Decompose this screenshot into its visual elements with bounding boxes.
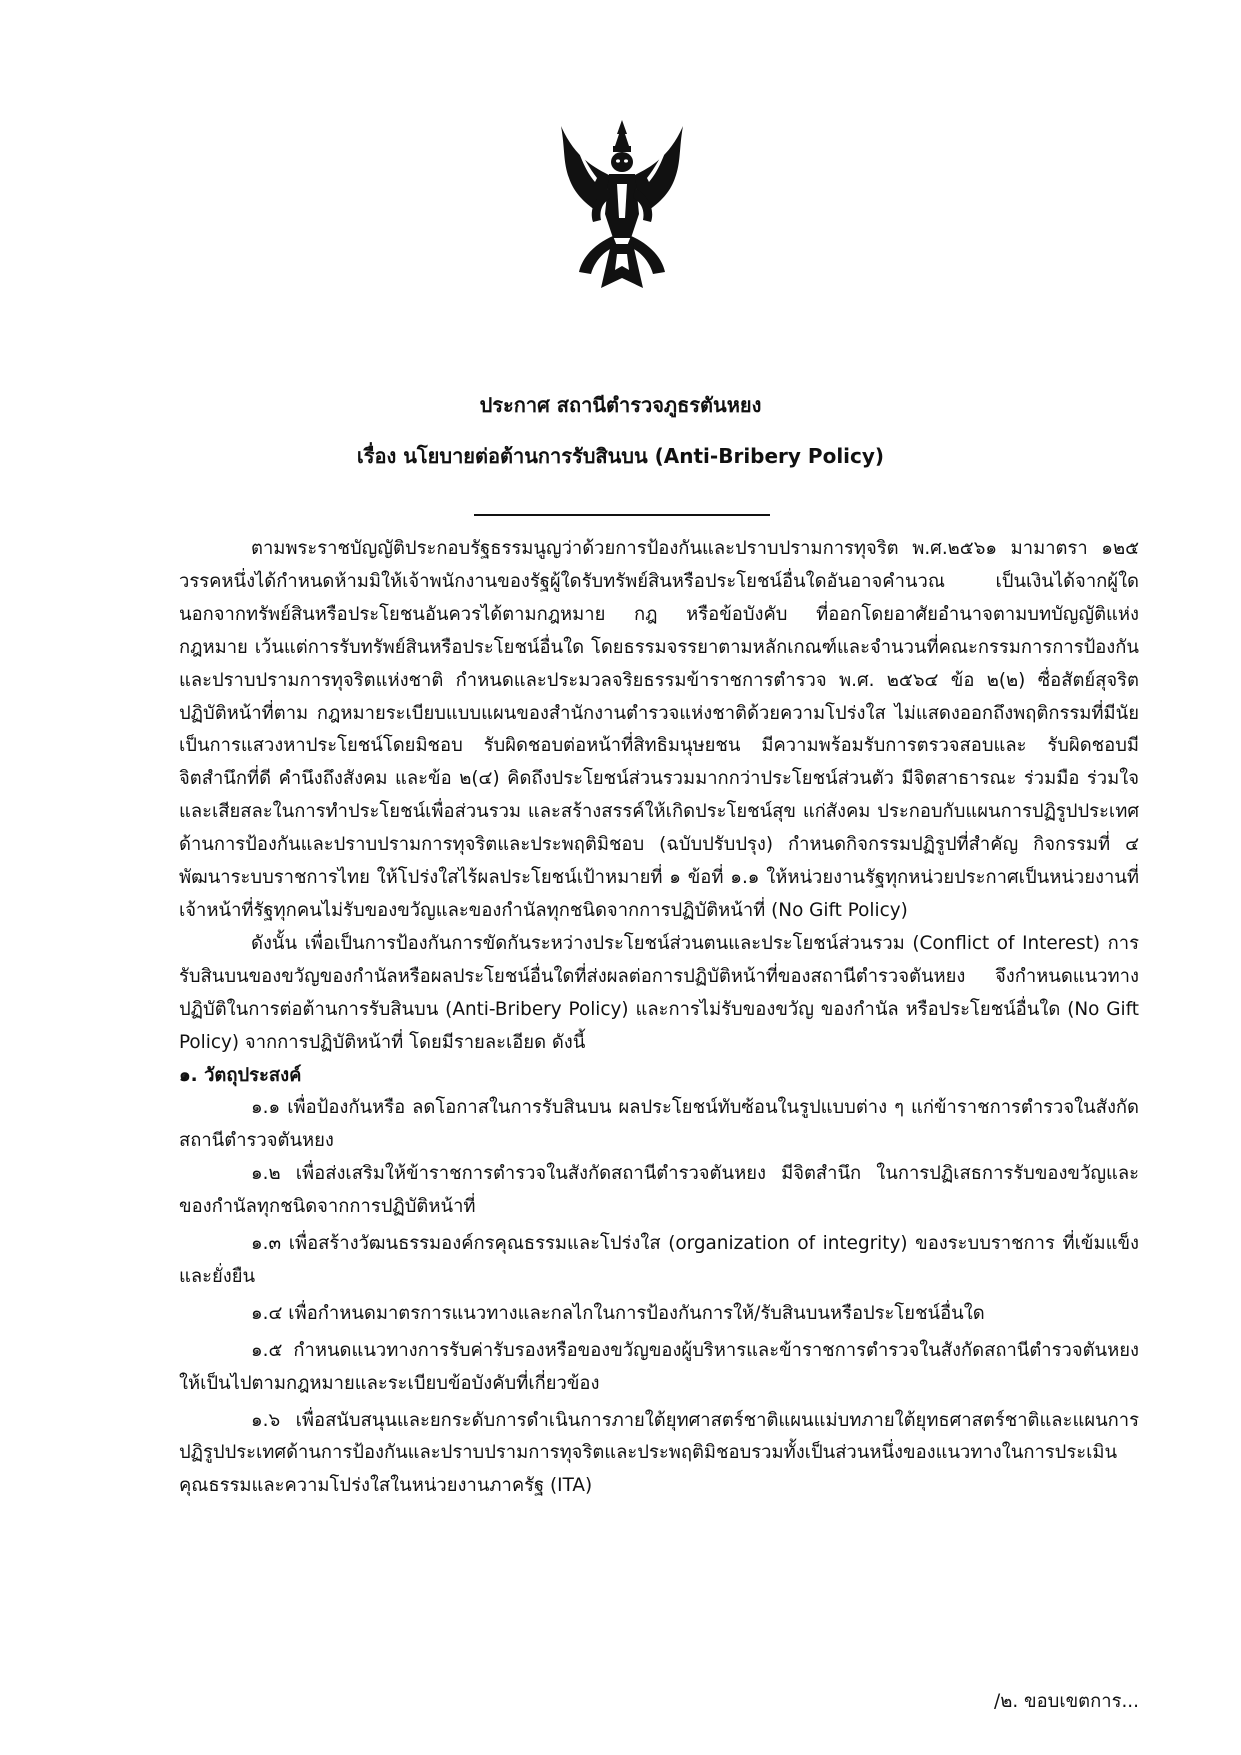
- announcement-subject: เรื่อง นโยบายต่อต้านการรับสินบน (Anti-Bribery Policy): [356, 444, 885, 468]
- announcement-title: ประกาศ สถานีตำรวจภูธรตันหยง: [479, 393, 762, 417]
- objective-item: ๑.๑ เพื่อป้องกันหรือ ลดโอกาสในการรับสินบน ผลประโยชน์ทับซ้อนในรูปแบบต่าง ๆ แก่ข้าราชการตำรวจในสังกัดสถานีตำรวจตันหยง: [179, 1097, 1139, 1152]
- objective-item: ๑.๕ กำหนดแนวทางการรับค่ารับรองหรือของขวัญของผู้บริหารและข้าราชการตำรวจในสังกัดสถานีตำรวจตันหยง ให้เป็นไปตามกฎหมายและระเบียบข้อบังคับที่เกี่ยวข้อง: [179, 1339, 1139, 1394]
- objective-item: ๑.๔ เพื่อกำหนดมาตรการแนวทางและกลไกในการป้องกันการให้/รับสินบนหรือประโยชน์อื่นใด: [251, 1302, 985, 1324]
- title-divider: [474, 514, 770, 516]
- therefore-paragraph: ดังนั้น เพื่อเป็นการป้องกันการขัดกันระหว่างประโยชน์ส่วนตนและประโยชน์ส่วนรวม (Conflict of Interest) การรับสินบนของขวัญของกำนัลหรือผลประโยชน์อื่นใดที่ส่งผลต่อการปฏิบัติหน้าที่ของสถานีตำรวจตันหยง จึงกำหนดแนวทางปฏิบัติในการต่อต้านการรับสินบน (Anti-Bribery Policy) และการไม่รับของขวัญ ของกำนัล หรือประโยชน์อื่นใด (No Gift Policy) จากการปฏิบัติหน้าที่ โดยมีรายละเอียด ดังนี้: [179, 932, 1139, 1053]
- objective-item: ๑.๖ เพื่อสนับสนุนและยกระดับการดำเนินการภายใต้ยุทศาสตร์ชาติแผนแม่บทภายใต้ยุทธศาสตร์ชาติและแผนการปฏิรูปประเทศด้านการป้องกันและปราบปรามการทุจริตและประพฤติมิชอบรวมทั้งเป็นส่วนหนึ่งของแนวทางในการประเมินคุณธรรมและความโปร่งใสในหน่วยงานภาครัฐ (ITA): [179, 1409, 1139, 1497]
- intro-paragraph: ตามพระราชบัญญัติประกอบรัฐธรรมนูญว่าด้วยการป้องกันและปราบปรามการทุจริต พ.ศ.๒๕๖๑ มามาตรา ๑๒๕ วรรคหนึ่งได้กำหนดห้ามมิให้เจ้าพนักงานของรัฐผู้ใดรับทรัพย์สินหรือประโยชน์อื่นใดอันอาจคำนวณ เป็นเงินได้จากผู้ใด นอกจากทรัพย์สินหรือประโยชนอันควรได้ตามกฎหมาย กฎ หรือข้อบังคับ ที่ออกโดยอาศัยอำนาจตามบทบัญญัติแห่งกฎหมาย เว้นแต่การรับทรัพย์สินหรือประโยชน์อื่นใด โดยธรรมจรรยาตามหลักเกณฑ์และจำนวนที่คณะกรรมการการป้องกันและปราบปรามการทุจริตแห่งชาติ กำหนดและประมวลจริยธรรมข้าราชการตำรวจ พ.ศ. ๒๕๖๔ ข้อ ๒(๒) ซื่อสัตย์สุจริต ปฏิบัติหน้าที่ตาม กฎหมายระเบียบแบบแผนของสำนักงานตำรวจแห่งชาติด้วยความโปร่งใส ไม่แสดงออกถึงพฤติกรรมที่มีนัย เป็นการแสวงหาประโยชน์โดยมิชอบ รับผิดชอบต่อหน้าที่สิทธิมนุษยชน มีความพร้อมรับการตรวจสอบและ รับผิดชอบมีจิตสำนึกที่ดี คำนึงถึงสังคม และข้อ ๒(๔) คิดถึงประโยชน์ส่วนรวมมากกว่าประโยชน์ส่วนตัว มีจิตสาธารณะ ร่วมมือ ร่วมใจ และเสียสละในการทำประโยชน์เพื่อส่วนรวม และสร้างสรรค์ให้เกิดประโยชน์สุข แก่สังคม ประกอบกับแผนการปฏิรูปประเทศด้านการป้องกันและปราบปรามการทุจริตและประพฤติมิชอบ (ฉบับปรับปรุง) กำหนดกิจกรรมปฏิรูปที่สำคัญ กิจกรรมที่ ๔ พัฒนาระบบราชการไทย ให้โปร่งใสไร้ผลประโยชน์เป้าหมายที่ ๑ ข้อที่ ๑.๑ ให้หน่วยงานรัฐทุกหน่วยประกาศเป็นหน่วยงานที่เจ้าหน้าที่รัฐทุกคนไม่รับของขวัญและของกำนัลทุกชนิดจากการปฏิบัติหน้าที่ (No Gift Policy): [179, 538, 1139, 921]
- page-continuation: /๒. ขอบเขตการ...: [994, 1691, 1139, 1712]
- section-heading-objectives: ๑. วัตถุประสงค์: [179, 1064, 302, 1086]
- document-body: [179, 533, 1139, 1503]
- objective-item: ๑.๒ เพื่อส่งเสริมให้ข้าราชการตำรวจในสังกัดสถานีตำรวจตันหยง มีจิตสำนึก ในการปฏิเสธการรับของขวัญและของกำนัลทุกชนิดจากการปฏิบัติหน้าที่: [179, 1163, 1139, 1218]
- garuda-emblem-icon: [555, 118, 689, 296]
- objective-item: ๑.๓ เพื่อสร้างวัฒนธรรมองค์กรคุณธรรมและโปร่งใส (organization of integrity) ของระบบราชการ ที่เข้มแข็งและยั่งยืน: [179, 1233, 1139, 1287]
